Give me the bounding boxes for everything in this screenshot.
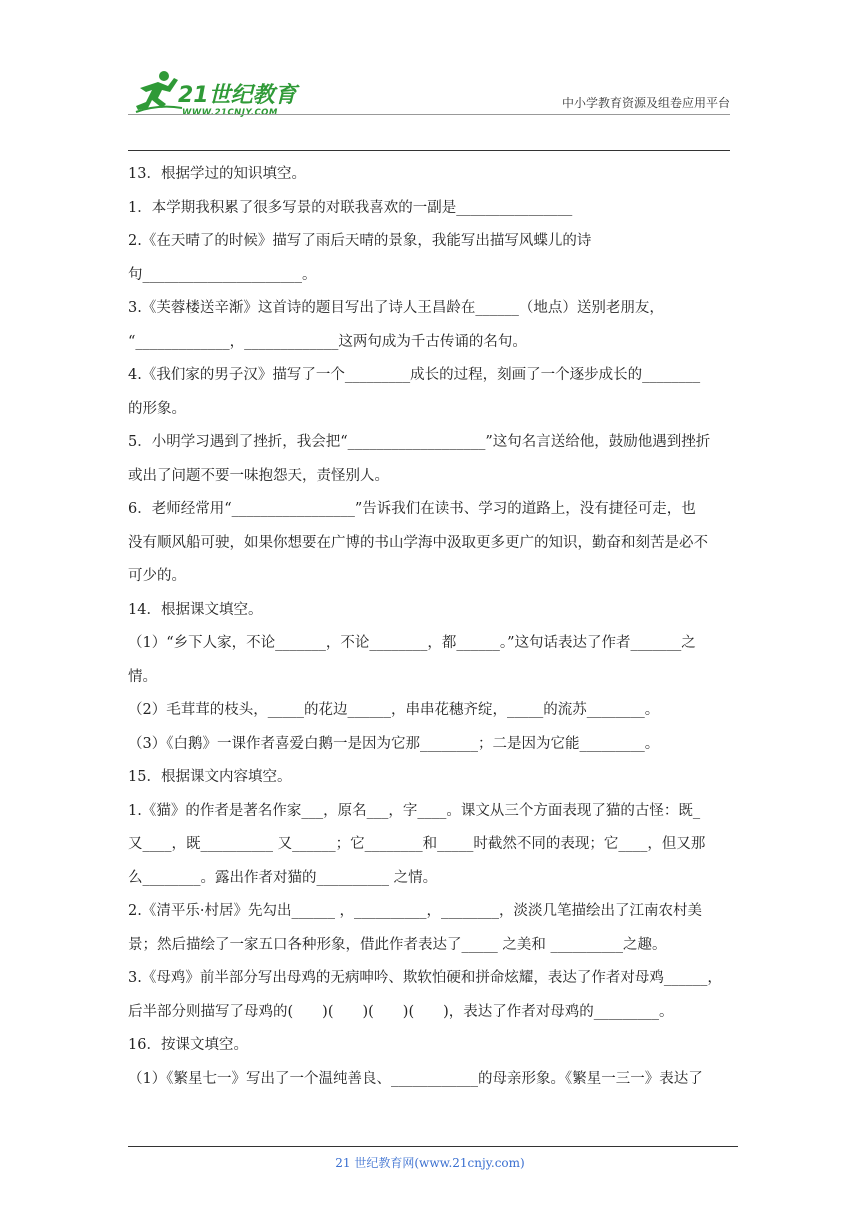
text-line: 16．按课文填空。 bbox=[128, 1037, 248, 1053]
text-line: “_____________，_____________这两句成为千古传诵的名句。 bbox=[128, 333, 527, 350]
text-line: 13．根据学过的知识填空。 bbox=[128, 166, 306, 182]
text-line: 1.《猫》的作者是著名作家___，原名___，字____。课文从三个方面表现了猫的古怪：既_ bbox=[128, 802, 701, 819]
text-line: 可少的。 bbox=[128, 568, 186, 584]
text-line: 2.《清平乐·村居》先勾出______ ，__________，________，淡淡几笔描绘出了江南农村美 bbox=[128, 903, 703, 919]
text-line: 没有顺风船可驶，如果你想要在广博的书山学海中汲取更多更广的知识，勤奋和刻苦是必不 bbox=[128, 534, 708, 551]
text-line: 3.《芙蓉楼送辛渐》这首诗的题目写出了诗人王昌龄在______（地点）送别老朋友， bbox=[128, 300, 664, 316]
header-rule-thick bbox=[128, 150, 730, 151]
text-line: 1．本学期我积累了很多写景的对联我喜欢的一副是________________ bbox=[128, 199, 573, 216]
text-line: 或出了问题不要一味抱怨天，责怪别人。 bbox=[128, 467, 389, 484]
logo-text: 21世纪教育 bbox=[178, 83, 297, 108]
text-line: 情。 bbox=[128, 668, 157, 685]
text-line: 景；然后描绘了一家五口各种形象，借此作者表达了_____ 之美和 __________之趣。 bbox=[128, 936, 667, 953]
text-line: 6．老师经常用“_________________”告诉我们在读书、学习的道路上，没有捷径可走，也 bbox=[128, 501, 696, 517]
text-line: 后半部分则描写了母鸡的( )( )( )( )，表达了作者对母鸡的_________。 bbox=[128, 1003, 674, 1020]
text-line: 句______________________。 bbox=[128, 266, 317, 283]
platform-name: 中小学教育资源及组卷应用平台 bbox=[561, 96, 730, 110]
text-line: （2）毛茸茸的枝头，_____的花边______，串串花穗齐绽，_____的流苏________。 bbox=[128, 702, 660, 718]
header-rule-thin bbox=[128, 114, 730, 115]
text-line: 3.《母鸡》前半部分写出母鸡的无病呻吟、欺软怕硬和拼命炫耀，表达了作者对母鸡______， bbox=[128, 970, 722, 986]
text-line: 又____，既__________ 又______；它________和_____时截然不同的表现；它____，但又那 bbox=[128, 836, 706, 852]
logo-url: WWW.21CNJY.COM bbox=[182, 108, 278, 118]
text-line: （1）“乡下人家，不论_______，不论________，都______。”这句话表达了作者_______之 bbox=[128, 635, 696, 651]
text-line: 的形象。 bbox=[128, 400, 186, 417]
logo bbox=[128, 68, 308, 128]
text-line: 15．根据课文内容填空。 bbox=[128, 769, 292, 785]
text-line: （1）《繁星七一》写出了一个温纯善良、____________的母亲形象。《繁星一三一》表达了 bbox=[128, 1070, 703, 1087]
footer-rule bbox=[128, 1146, 738, 1147]
text-line: 么________。露出作者对猫的__________ 之情。 bbox=[128, 869, 438, 886]
text-line: 5．小明学习遇到了挫折，我会把“___________________”这句名言送给他，鼓励他遇到挫折 bbox=[128, 434, 711, 450]
page-header bbox=[128, 64, 730, 154]
text-line: （3）《白鹅》一课作者喜爱白鹅一是因为它那________；二是因为它能_________。 bbox=[128, 735, 660, 752]
text-line: 14．根据课文填空。 bbox=[128, 601, 263, 618]
text-line: 2.《在天晴了的时候》描写了雨后天晴的景象，我能写出描写风蝶儿的诗 bbox=[128, 233, 592, 249]
text-line: 4.《我们家的男子汉》描写了一个_________成长的过程，刻画了一个逐步成长的________ bbox=[128, 367, 701, 383]
footer-text: 21 世纪教育网(www.21cnjy.com) bbox=[335, 1156, 525, 1170]
question-content bbox=[128, 158, 730, 1096]
